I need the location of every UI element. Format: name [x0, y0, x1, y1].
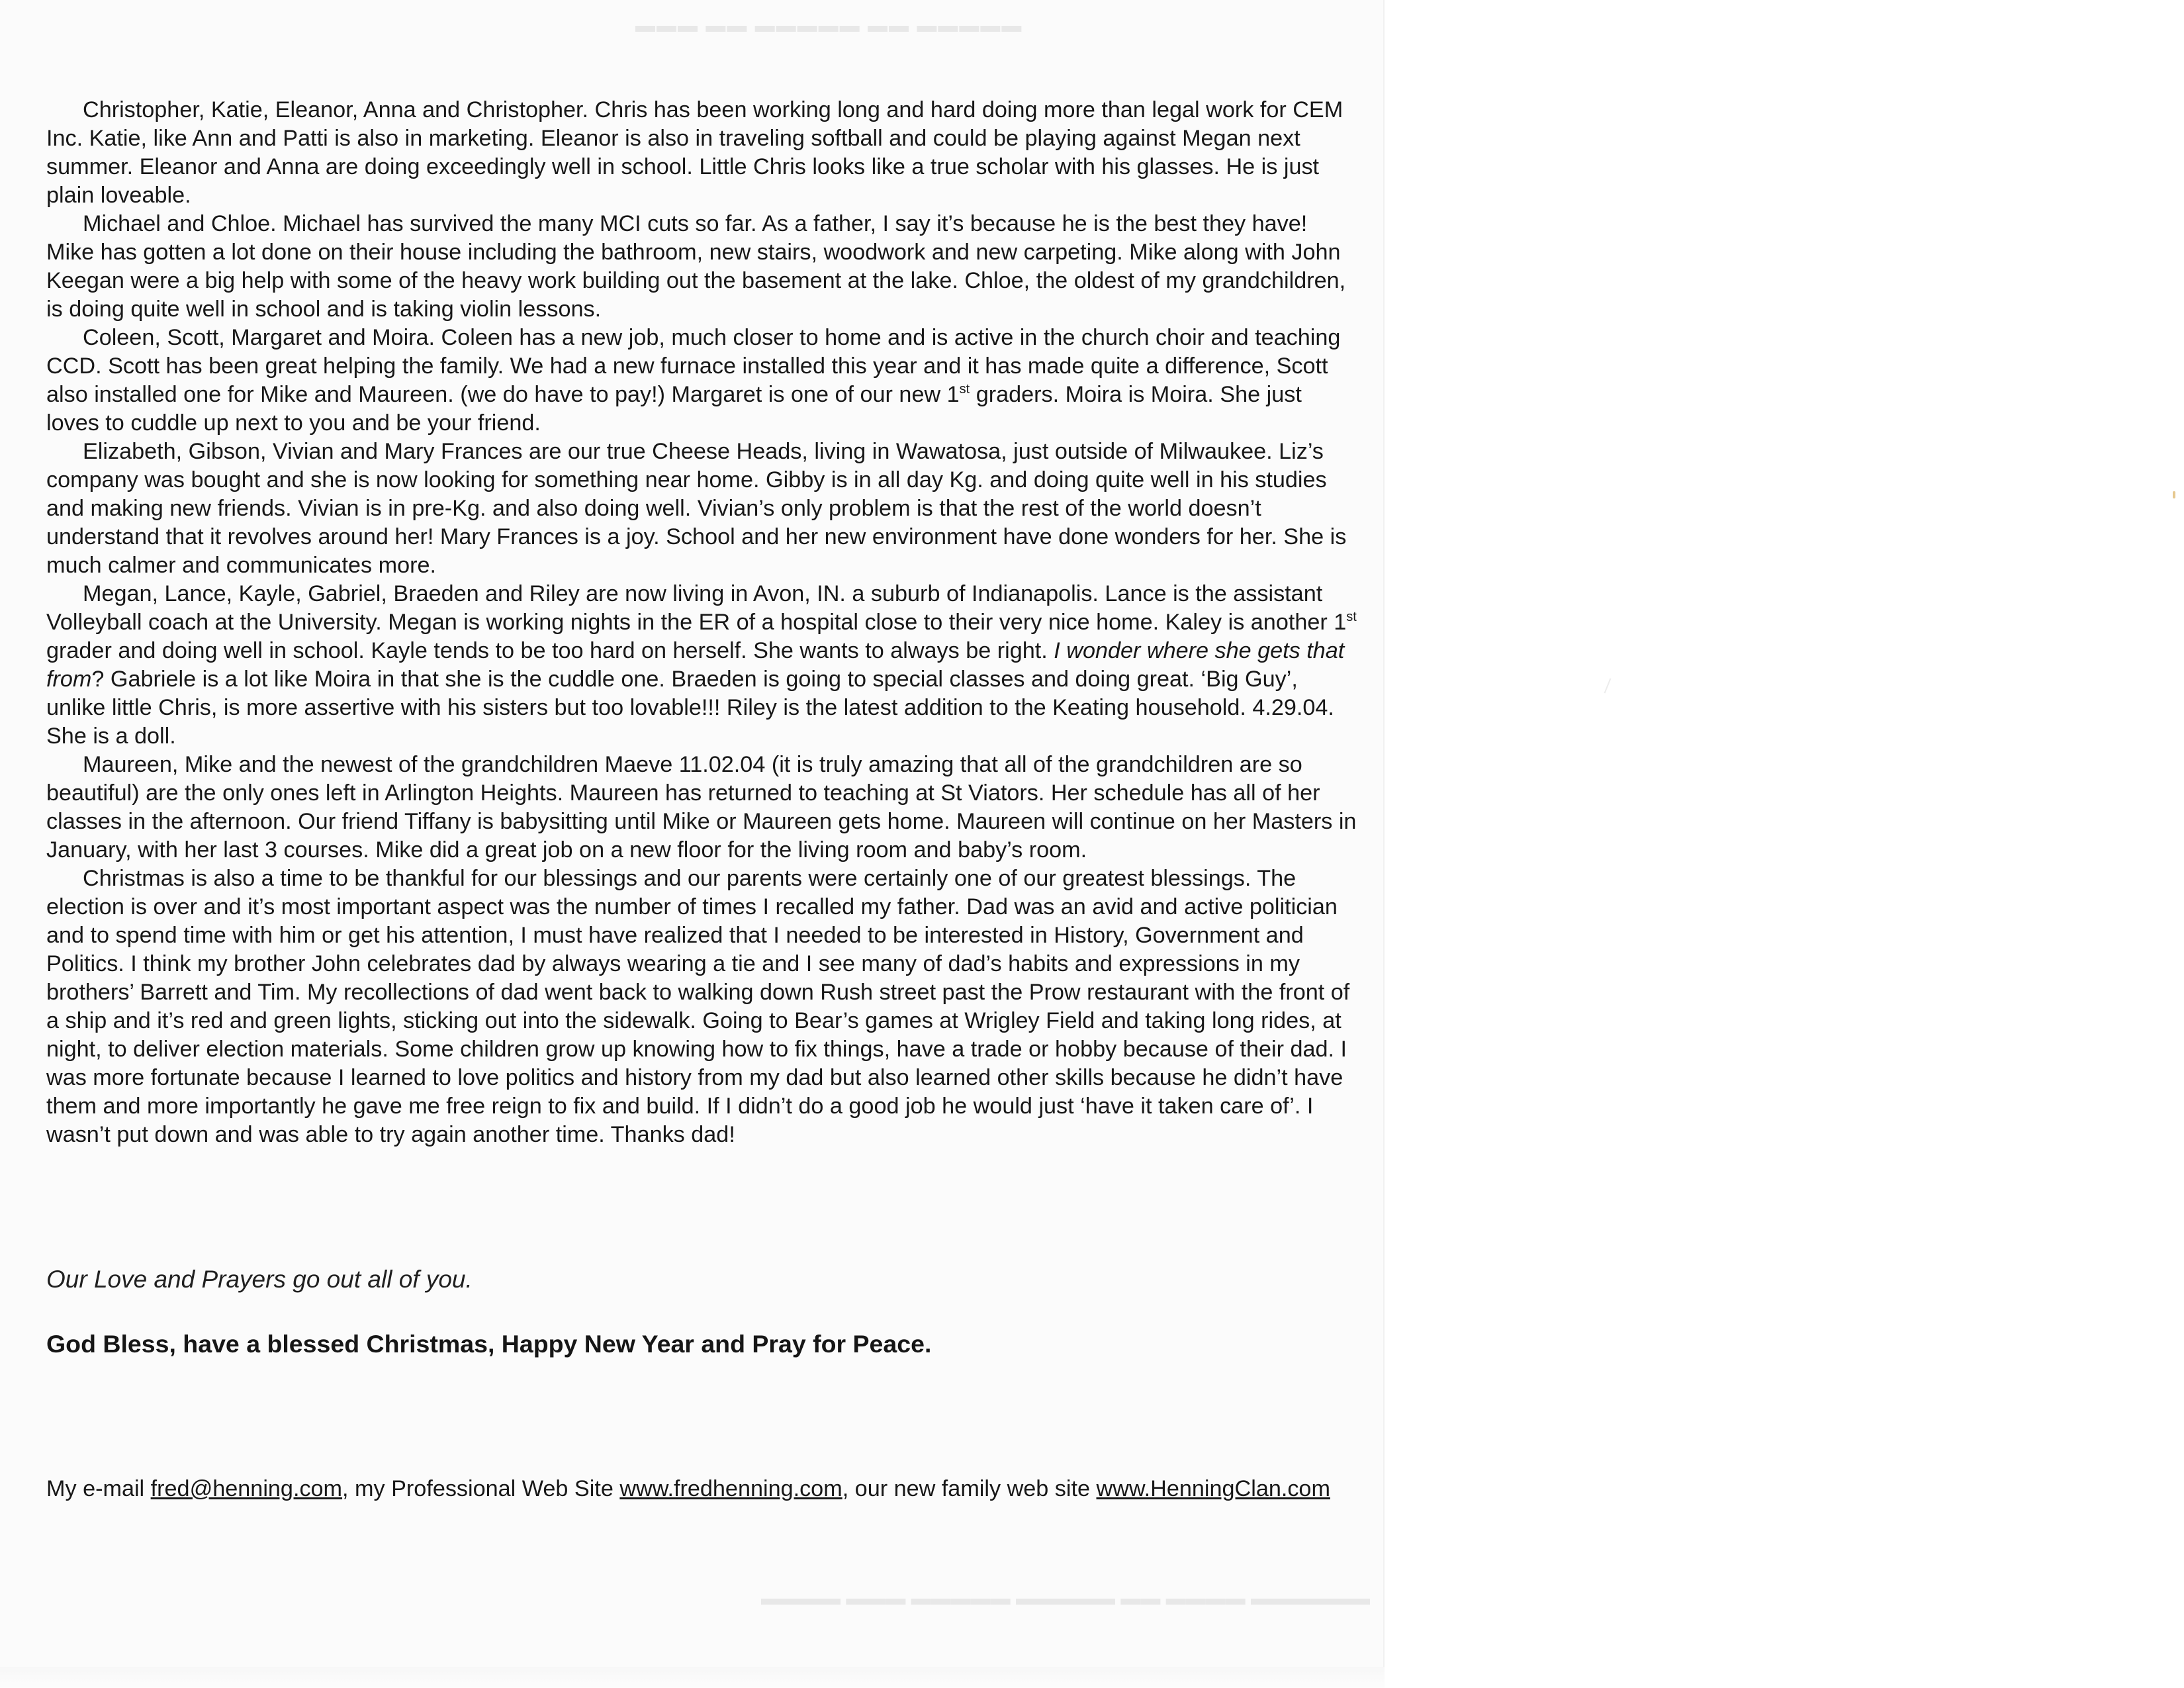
page-bottom-edge	[0, 1667, 1385, 1688]
show-through-text-top: ▬▬▬ ▬▬ ▬▬▬▬▬ ▬▬ ▬▬▬▬▬	[635, 15, 1023, 36]
scan-scratch	[1604, 678, 1612, 693]
paragraph-maureen-family: Maureen, Mike and the newest of the grandchildren Maeve 11.02.04 (it is truly amazing that all of the grandchildren are so beautiful) are the only ones left in Arlington Heights. Maureen has returned to teaching at St Viators. Her schedule has all of her classes in the afternoon. Our friend Tiffany is babysitting until Mike or Maureen gets home. Maureen will continue on her Masters in January, with her last 3 courses. Mike did a great job on a new floor for the living room and baby’s room.	[46, 752, 1357, 863]
paragraph-elizabeth-family: Elizabeth, Gibson, Vivian and Mary Frances are our true Cheese Heads, living in Wawatosa, just outside of Milwaukee. Liz’s company was bought and she is now looking for something near home. Gibby is in all day Kg. and doing quite well in his studies and making new friends. Vivian is in pre-Kg. and also doing well. Vivian’s only problem is that the rest of the world doesn’t understand that it revolves around her! Mary Frances is a joy. School and her new environment have done wonders for her. She is much calmer and communicates more.	[46, 439, 1347, 578]
letter-body	[46, 96, 1357, 1149]
professional-site-link[interactable]: www.fredhenning.com	[619, 1476, 842, 1501]
ordinal-suffix: st	[1346, 610, 1357, 624]
email-link[interactable]: fred@henning.com	[150, 1476, 343, 1501]
italic-aside: I wonder where she gets that from	[46, 638, 1345, 692]
paragraph-christopher-family: Christopher, Katie, Eleanor, Anna and Christopher. Chris has been working long and hard doing more than legal work for CEM Inc. Katie, like Ann and Patti is also in marketing. Eleanor is also in traveling softball and could be playing against Megan next summer. Eleanor and Anna are doing exceedingly well in school. Little Chris looks like a true scholar with his glasses. He is just plain loveable.	[46, 97, 1343, 208]
closing-love-line: Our Love and Prayers go out all of you.	[46, 1266, 473, 1293]
family-site-link[interactable]: www.HenningClan.com	[1096, 1476, 1330, 1501]
show-through-text-bottom: ▬▬▬▬ ▬▬▬ ▬▬▬▬▬ ▬▬▬▬▬ ▬▬ ▬▬▬▬ ▬▬▬▬▬▬	[761, 1587, 1371, 1609]
scan-speck	[2173, 491, 2175, 498]
contact-info: My e-mail fred@henning.com, my Professional Web Site www.fredhenning.com, our new family web site www.HenningClan.com	[46, 1476, 1330, 1501]
paragraph-christmas-reflection: Christmas is also a time to be thankful for our blessings and our parents were certainly one of our greatest blessings. The election is over and it’s most important aspect was the number of times I recalled my father. Dad was an avid and active politician and to spend time with him or get his attention, I must have realized that I needed to be interested in History, Government and Politics. I think my brother John celebrates dad by always wearing a tie and I see many of dad’s habits and expressions in my brothers’ Barrett and Tim. My recollections of dad went back to walking down Rush street past the Prow restaurant with the front of a ship and it’s red and green lights, sticking out into the sidewalk. Going to Bear’s games at Wrigley Field and taking long rides, at night, to deliver election materials. Some children grow up knowing how to fix things, have a trade or hobby because of their dad. I was more fortunate because I learned to love politics and history from my dad but also learned other skills because he didn’t have them and more importantly he gave me free reign to fix and build. If I didn’t do a good job he would just ‘have it taken care of’. I wasn’t put down and was able to try again another time. Thanks dad!	[46, 866, 1350, 1147]
closing-blessing-line: God Bless, have a blessed Christmas, Happy New Year and Pray for Peace.	[46, 1330, 932, 1358]
paragraph-michael-family: Michael and Chloe. Michael has survived the many MCI cuts so far. As a father, I say it’s because he is the best they have! Mike has gotten a lot done on their house including the bathroom, new stairs, woodwork and new carpeting. Mike along with John Keegan were a big help with some of the heavy work building out the basement at the lake. Chloe, the oldest of my grandchildren, is doing quite well in school and is taking violin lessons.	[46, 211, 1346, 322]
paragraph-coleen-family: Coleen, Scott, Margaret and Moira. Coleen has a new job, much closer to home and is active in the church choir and teaching CCD. Scott has been great helping the family. We had a new furnace installed this year and it has made quite a difference, Scott also installed one for Mike and Maureen. (we do have to pay!) Margaret is one of our new 1st graders. Moira is Moira. She just loves to cuddle up next to you and be your friend.	[46, 325, 1341, 436]
ordinal-suffix: st	[959, 382, 970, 397]
paragraph-megan-family: Megan, Lance, Kayle, Gabriel, Braeden and Riley are now living in Avon, IN. a suburb of Indianapolis. Lance is the assistant Volleyball coach at the University. Megan is working nights in the ER of a hospital close to their very nice home. Kaley is another 1st grader and doing well in school. Kayle tends to be too hard on herself. She wants to always be right. I wonder where she gets that from? Gabriele is a lot like Moira in that she is the cuddle one. Braeden is going to special classes and doing great. ‘Big Guy’, unlike little Chris, is more assertive with his sisters but too lovable!!! Riley is the latest addition to the Keating household. 4.29.04. She is a doll.	[46, 581, 1357, 749]
